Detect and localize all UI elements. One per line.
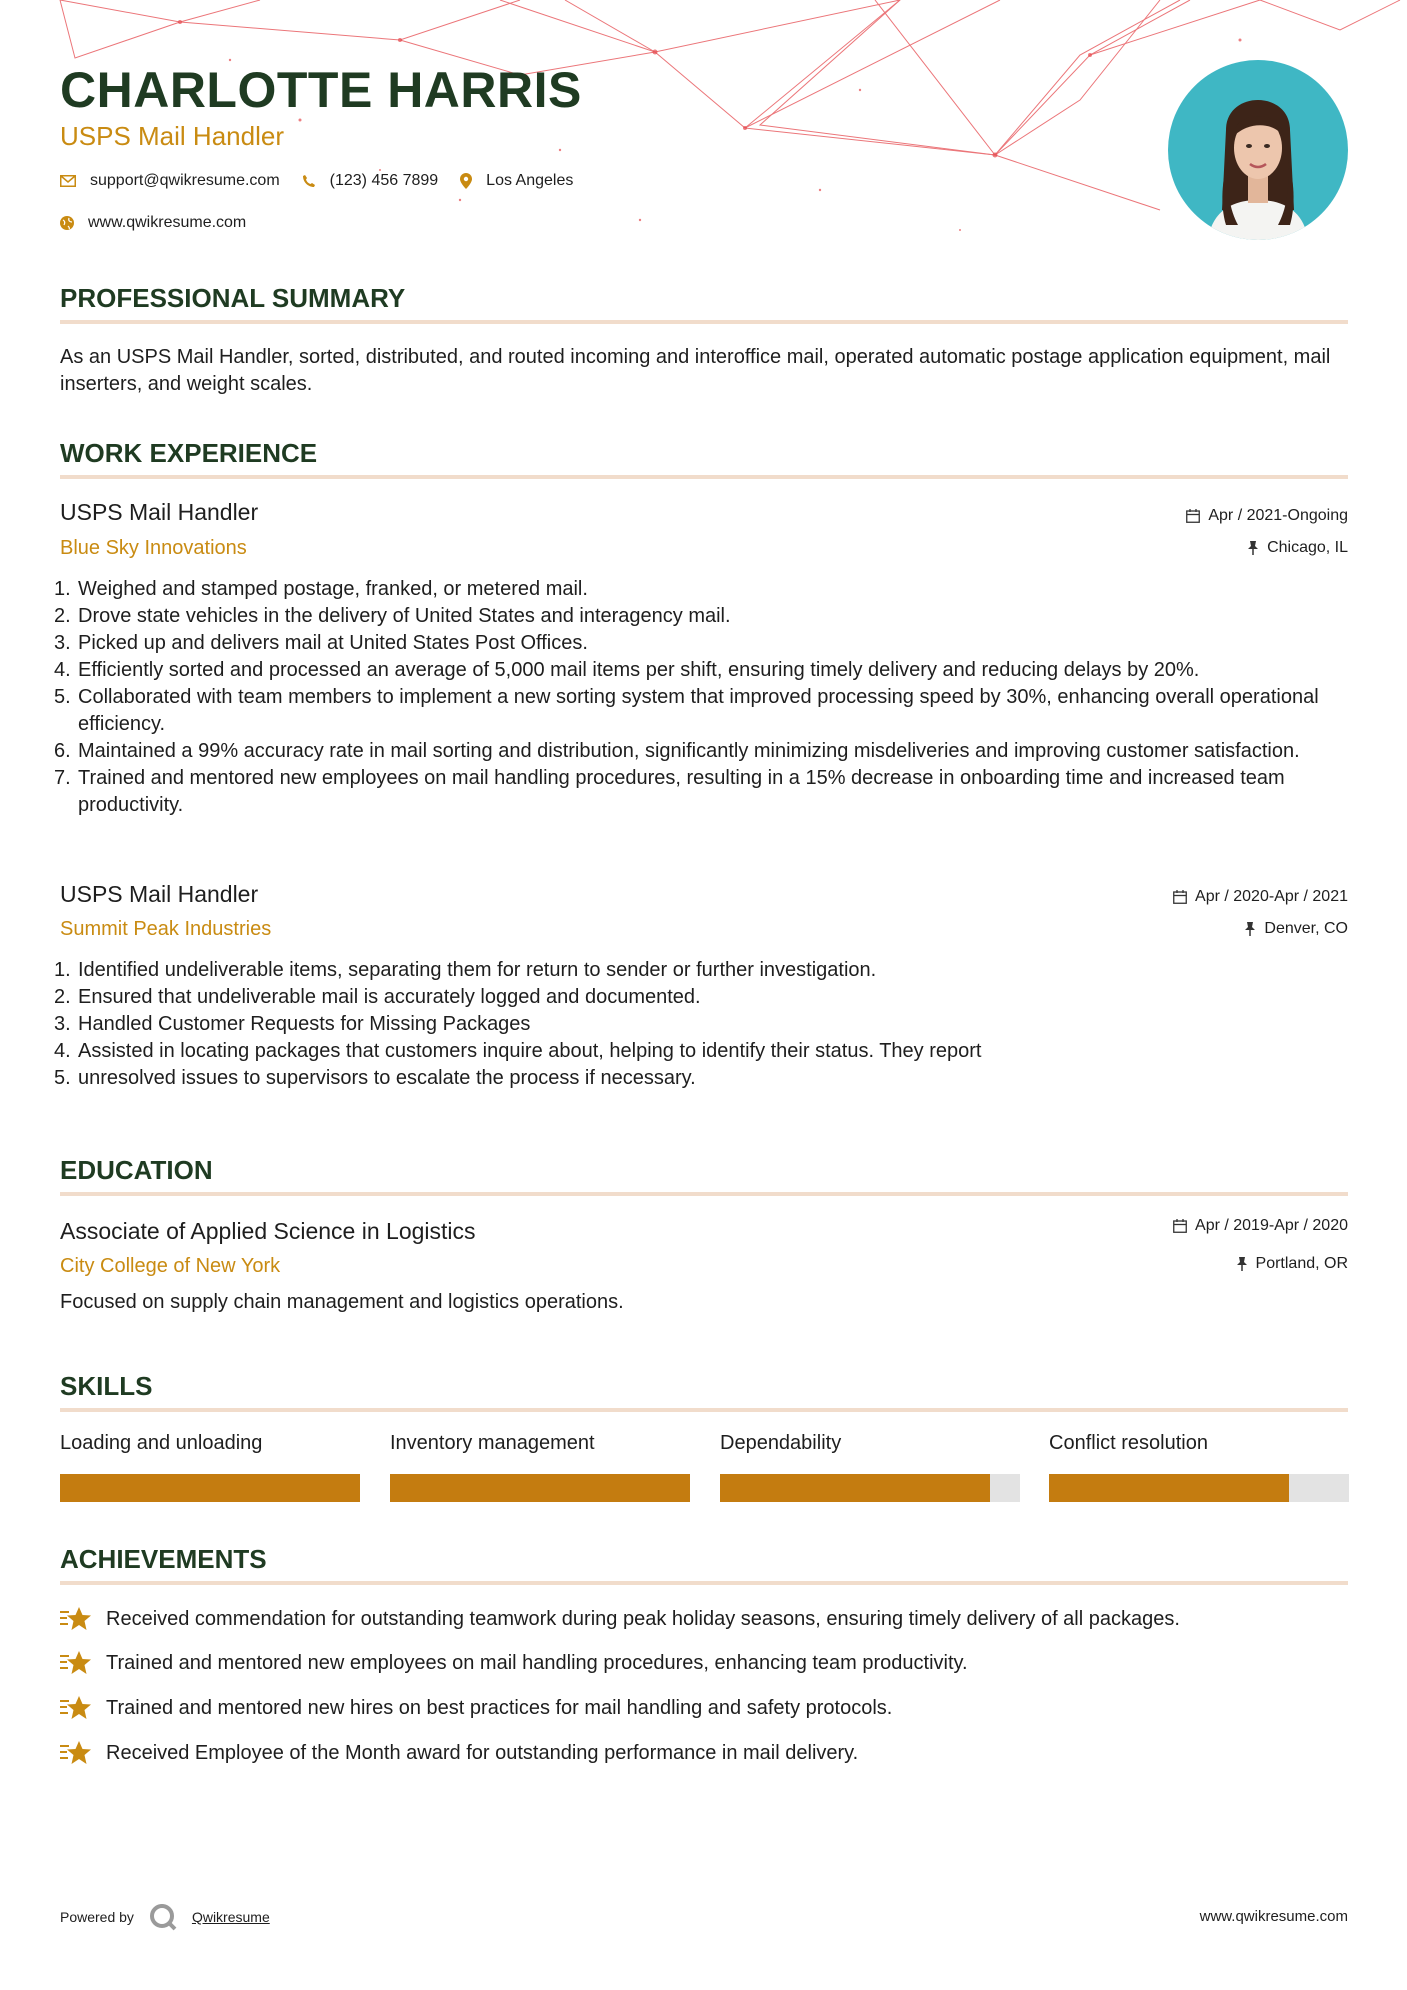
job-2-dates [1173,887,1348,907]
experience-divider [60,475,1348,479]
footer-website-link[interactable]: www.qwikresume.com [1199,1908,1348,1925]
achievement-item [60,1740,858,1766]
education-school: City College of New York [60,1255,281,1277]
list-item: 4. Assisted in locating packages that customers inquire about, helping to identify their status. They report [54,1040,982,1062]
star-award-icon [60,1650,92,1676]
job-2-company: Summit Peak Industries [60,918,272,940]
skill-label: Conflict resolution [1049,1432,1208,1454]
job-2-location [1244,919,1348,939]
calendar-icon [1186,509,1200,523]
summary-text: As an USPS Mail Handler, sorted, distributed, and routed incoming and interoffice mail, operated automatic postage application equipment, mail inserters, and weight scales. [60,346,1331,395]
job-2-location-text: Denver, CO [1264,920,1348,937]
education-heading: EDUCATION [60,1155,213,1185]
candidate-name: CHARLOTTE HARRIS [60,62,582,118]
skill-bar-fill [1049,1474,1289,1502]
contact-website[interactable] [60,214,246,232]
globe-icon [60,216,74,230]
achievement-text: Received Employee of the Month award for outstanding performance in mail delivery. [106,1742,859,1764]
experience-heading: WORK EXPERIENCE [60,438,318,468]
website-text: www.qwikresume.com [88,214,247,231]
calendar-icon [1173,1219,1187,1233]
list-item: 2. Ensured that undeliverable mail is accurately logged and documented. [54,986,701,1008]
star-award-icon [60,1606,92,1632]
skills-divider [60,1408,1348,1412]
map-pin-icon [460,173,472,189]
location-text: Los Angeles [486,172,574,189]
job-2-bullets [54,957,1348,1092]
list-item: 5. unresolved issues to supervisors to escalate the process if necessary. [54,1067,696,1089]
job-2-title: USPS Mail Handler [60,881,259,907]
contact-location [460,172,573,190]
achievement-text: Trained and mentored new hires on best practices for mail handling and safety protocols. [106,1697,893,1719]
skill-item [720,1430,1020,1456]
footer-powered-by [60,1902,270,1932]
achievement-item [60,1650,968,1676]
education-divider [60,1192,1348,1196]
skill-bar-fill [60,1474,360,1502]
skills-heading: SKILLS [60,1371,153,1401]
job-2-dates-text: Apr / 2020-Apr / 2021 [1195,888,1348,905]
list-item: 6. Maintained a 99% accuracy rate in mail sorting and distribution, significantly minimizing misdeliveries and improving customer satisfaction. [54,740,1300,762]
job-1-location-text: Chicago, IL [1267,539,1348,556]
skill-label: Loading and unloading [60,1432,263,1454]
education-description: Focused on supply chain management and logistics operations. [60,1291,624,1313]
achievement-item [60,1606,1180,1632]
pushpin-icon [1247,541,1259,555]
skill-bar-track [390,1474,690,1502]
contact-email[interactable] [60,172,280,190]
star-award-icon [60,1740,92,1766]
job-1-title: USPS Mail Handler [60,499,259,525]
list-item: 3. Picked up and delivers mail at United States Post Offices. [54,632,588,654]
qwikresume-logo-icon [148,1902,178,1932]
skill-item [1049,1430,1349,1456]
job-1-dates-text: Apr / 2021-Ongoing [1208,507,1348,524]
job-1-bullets [54,576,1348,819]
contact-row-primary [60,172,595,190]
list-item: 2. Drove state vehicles in the delivery of United States and interagency mail. [54,605,731,627]
education-location-text: Portland, OR [1255,1255,1348,1272]
skill-bar-track [720,1474,1020,1502]
achievements-heading: ACHIEVEMENTS [60,1544,267,1574]
skill-bar-fill [390,1474,690,1502]
envelope-icon [60,175,76,187]
education-location [1236,1254,1348,1274]
phone-icon [302,174,316,188]
star-award-icon [60,1695,92,1721]
list-item: 3. Handled Customer Requests for Missing Packages [54,1013,531,1035]
list-item: 5. Collaborated with team members to implement a new sorting system that improved processing speed by 30%, enhancing overall operational efficiency. [54,686,1319,735]
education-degree: Associate of Applied Science in Logistics [60,1218,476,1244]
job-1-dates [1186,506,1348,526]
avatar [1168,60,1348,240]
qwikresume-link[interactable]: Qwikresume [191,1909,270,1925]
skill-item [390,1430,690,1456]
summary-heading: PROFESSIONAL SUMMARY [60,283,406,313]
skill-bar-fill [720,1474,990,1502]
achievement-text: Trained and mentored new employees on mail handling procedures, enhancing team productivity. [106,1652,968,1674]
achievement-item [60,1695,892,1721]
list-item: 1. Weighed and stamped postage, franked, or metered mail. [54,578,588,600]
education-dates-text: Apr / 2019-Apr / 2020 [1195,1217,1348,1234]
achievements-divider [60,1581,1348,1585]
skill-bar-track [1049,1474,1349,1502]
skill-label: Inventory management [390,1432,595,1454]
job-1-location [1247,538,1348,558]
skill-bar-track [60,1474,360,1502]
achievement-text: Received commendation for outstanding teamwork during peak holiday seasons, ensuring timely delivery of all packages. [106,1608,1180,1630]
pushpin-icon [1236,1257,1248,1271]
email-text: support@qwikresume.com [90,172,280,189]
job-1-company: Blue Sky Innovations [60,537,247,559]
summary-divider [60,320,1348,324]
list-item: 4. Efficiently sorted and processed an average of 5,000 mail items per shift, ensuring timely delivery and reducing delays by 20%. [54,659,1200,681]
profile-photo [1168,60,1348,240]
candidate-role: USPS Mail Handler [60,121,284,151]
skill-item [60,1430,360,1456]
calendar-icon [1173,890,1187,904]
contact-row-secondary [60,214,268,232]
phone-text: (123) 456 7899 [329,172,439,189]
education-dates [1173,1216,1348,1236]
list-item: 7. Trained and mentored new employees on mail handling procedures, resulting in a 15% decrease in onboarding time and increased team productivity. [54,767,1285,816]
contact-phone[interactable] [302,172,439,190]
list-item: 1. Identified undeliverable items, separating them for return to sender or further investigation. [54,959,877,981]
skill-label: Dependability [720,1432,842,1454]
powered-by-label: Powered by [60,1909,134,1925]
pushpin-icon [1244,922,1256,936]
